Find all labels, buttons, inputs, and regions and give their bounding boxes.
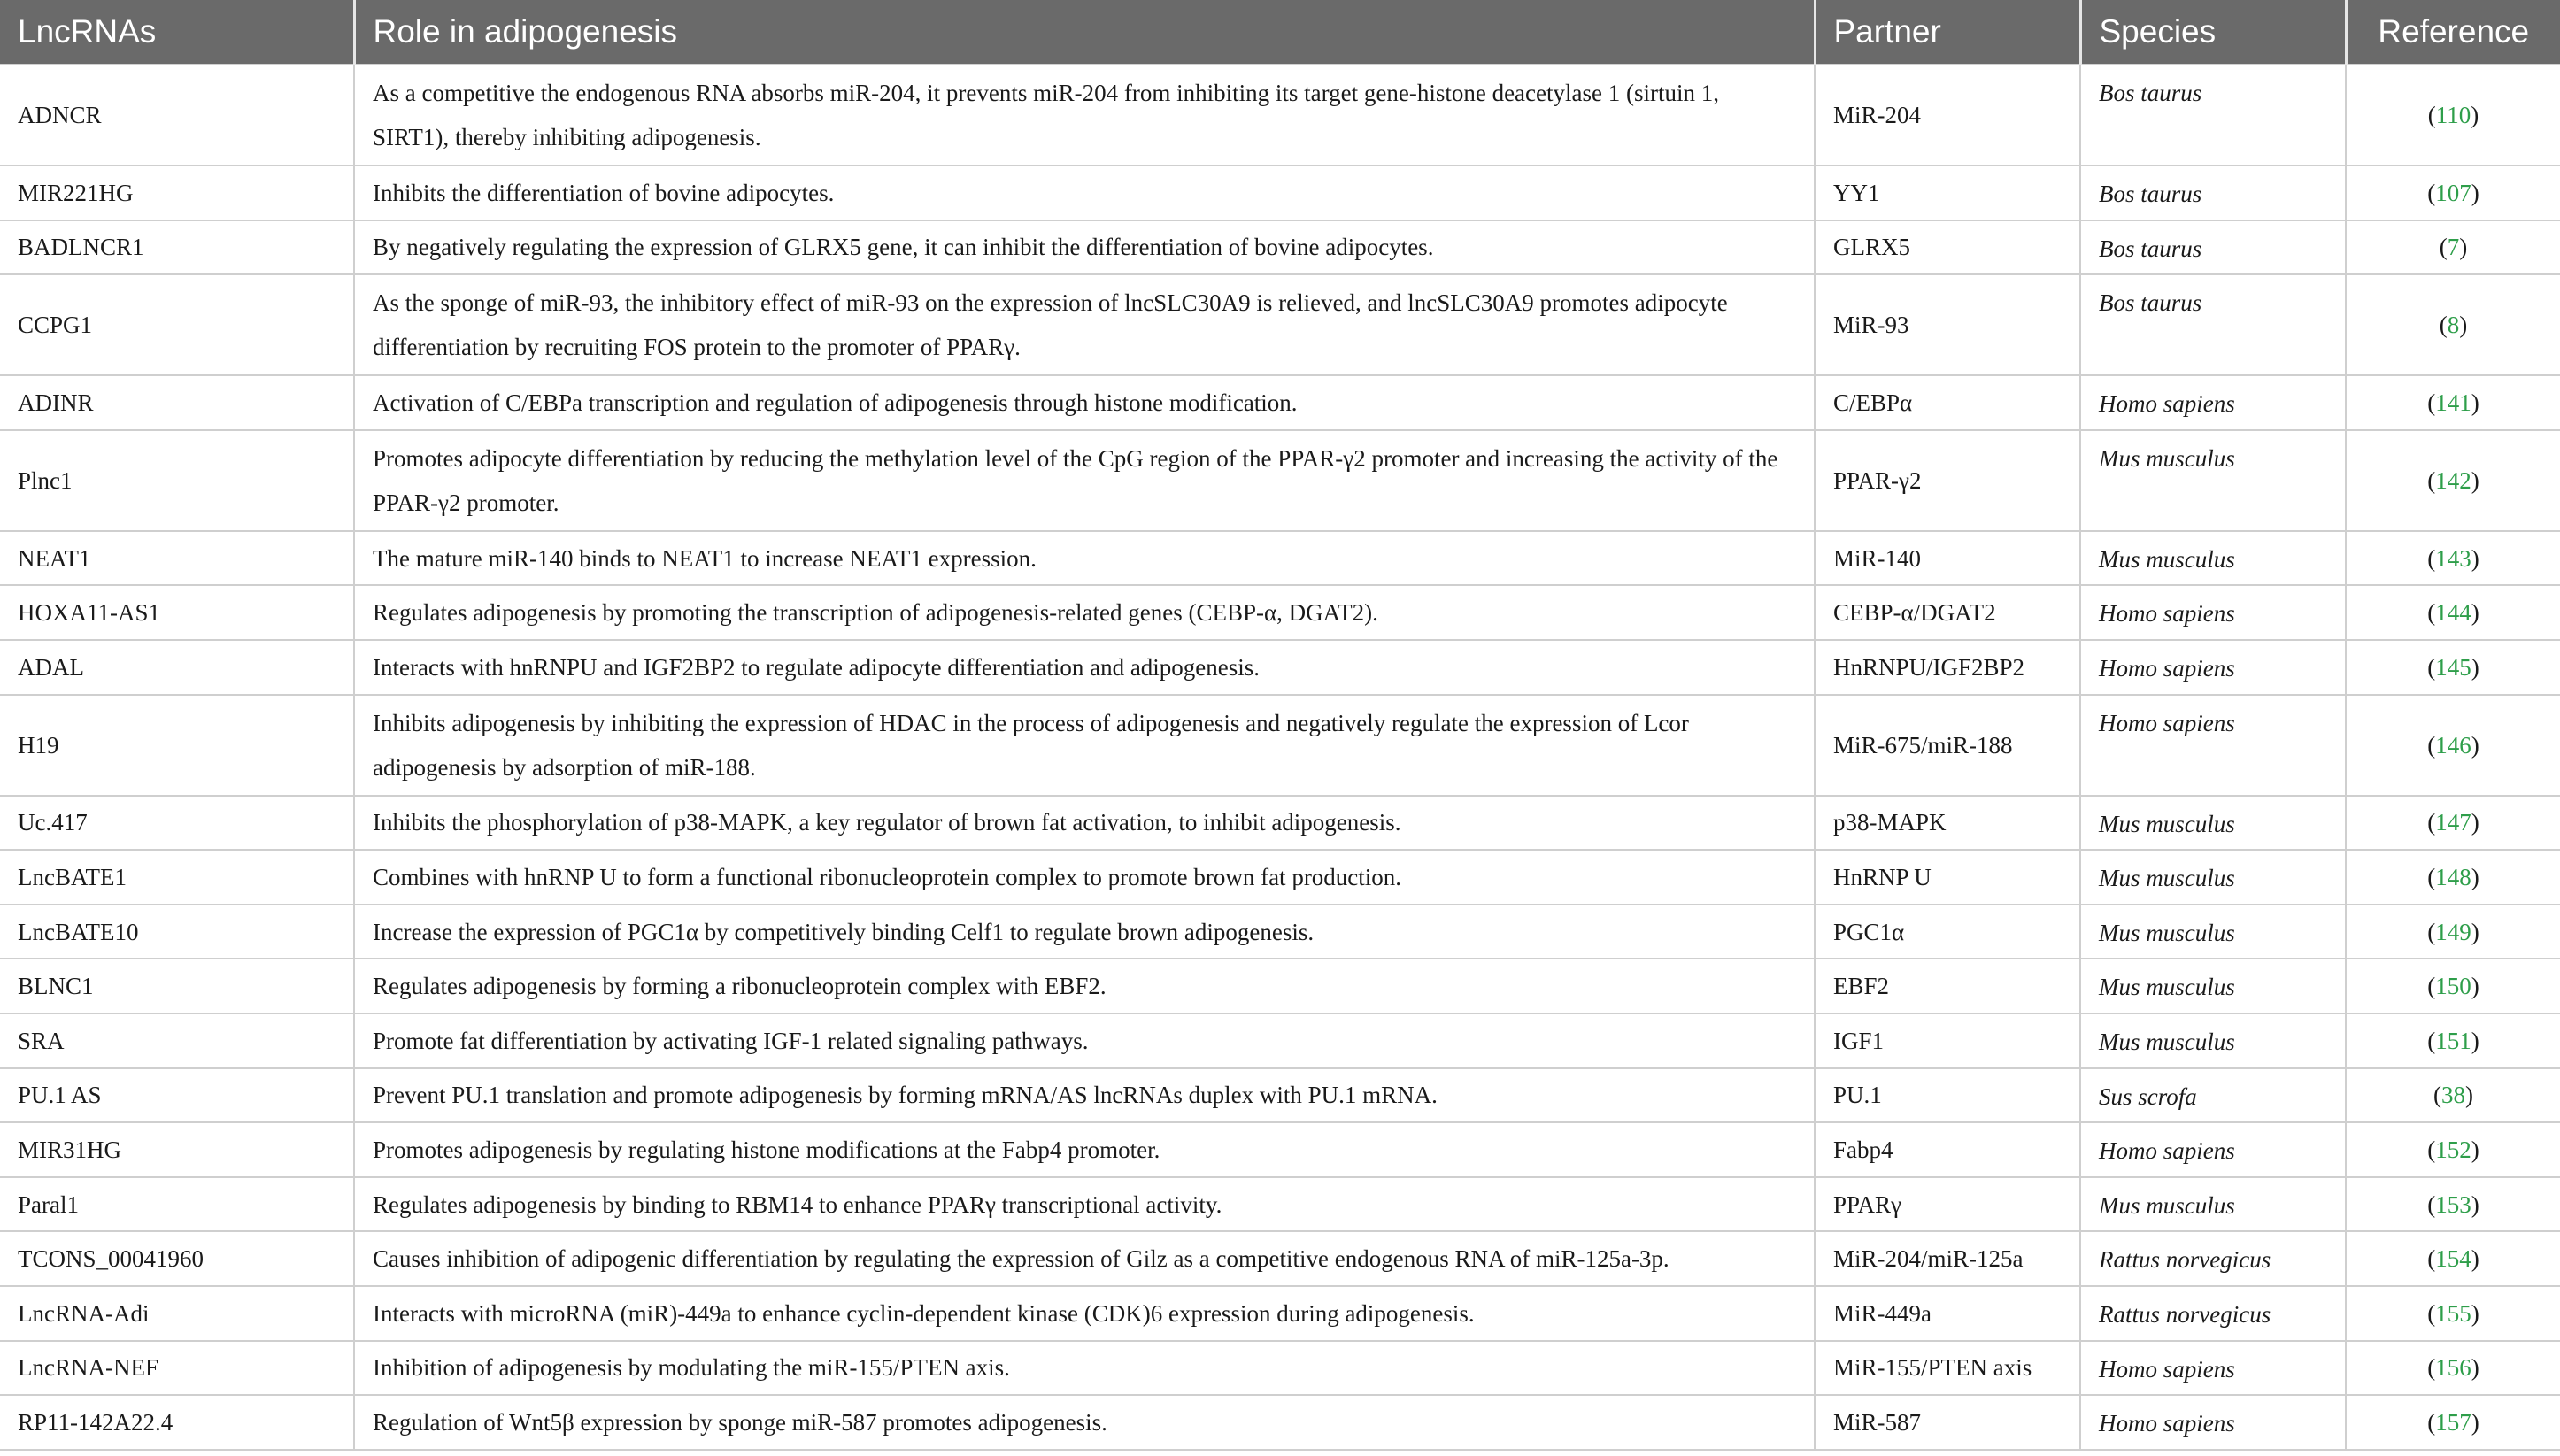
reference-link[interactable]: 145 bbox=[2435, 653, 2471, 681]
cell-role: Inhibits the phosphorylation of p38-MAPK, a key regulator of brown fat activation, to inhibit adipogenesis. bbox=[354, 796, 1815, 851]
cell-role: Promote fat differentiation by activating IGF-1 related signaling pathways. bbox=[354, 1013, 1815, 1068]
reference-link[interactable]: 8 bbox=[2447, 312, 2460, 339]
cell-lncrna: HOXA11-AS1 bbox=[0, 585, 354, 640]
cell-reference: (153) bbox=[2346, 1177, 2560, 1232]
reference-link[interactable]: 143 bbox=[2435, 544, 2471, 572]
cell-lncrna: Paral1 bbox=[0, 1177, 354, 1232]
table-row bbox=[0, 375, 2560, 430]
cell-species: Homo sapiens bbox=[2080, 1395, 2346, 1450]
cell-lncrna: NEAT1 bbox=[0, 531, 354, 586]
cell-species: Mus musculus bbox=[2080, 531, 2346, 586]
cell-lncrna: TCONS_00041960 bbox=[0, 1231, 354, 1286]
cell-role: Causes inhibition of adipogenic differentiation by regulating the expression of Gilz as a competitive endogenous RNA of miR-125a-3p. bbox=[354, 1231, 1815, 1286]
cell-partner: PPAR-γ2 bbox=[1815, 430, 2080, 531]
cell-species: Mus musculus bbox=[2080, 1177, 2346, 1232]
cell-role: Inhibits the differentiation of bovine adipocytes. bbox=[354, 166, 1815, 220]
cell-species: Homo sapiens bbox=[2080, 640, 2346, 695]
cell-partner: HnRNP U bbox=[1815, 850, 2080, 905]
cell-lncrna: PU.1 AS bbox=[0, 1068, 354, 1123]
header-role: Role in adipogenesis bbox=[354, 0, 1815, 65]
cell-partner: p38-MAPK bbox=[1815, 796, 2080, 851]
cell-partner: Fabp4 bbox=[1815, 1122, 2080, 1177]
table-row bbox=[0, 695, 2560, 796]
cell-role: As a competitive the endogenous RNA absorbs miR-204, it prevents miR-204 from inhibiting its target gene-histone deacetylase 1 (sirtuin 1, SIRT1), thereby inhibiting adipogenesis. bbox=[354, 65, 1815, 166]
cell-reference: (7) bbox=[2346, 220, 2560, 275]
reference-link[interactable]: 142 bbox=[2435, 466, 2471, 494]
cell-role: By negatively regulating the expression of GLRX5 gene, it can inhibit the differentiation of bovine adipocytes. bbox=[354, 220, 1815, 275]
cell-partner: YY1 bbox=[1815, 166, 2080, 220]
cell-lncrna: ADINR bbox=[0, 375, 354, 430]
cell-species: Rattus norvegicus bbox=[2080, 1231, 2346, 1286]
cell-reference: (38) bbox=[2346, 1068, 2560, 1123]
cell-species: Bos taurus bbox=[2080, 220, 2346, 275]
reference-link[interactable]: 146 bbox=[2435, 731, 2471, 759]
table-row bbox=[0, 1068, 2560, 1123]
table-row bbox=[0, 1231, 2560, 1286]
cell-lncrna: Uc.417 bbox=[0, 796, 354, 851]
table-row bbox=[0, 1286, 2560, 1341]
cell-lncrna: LncBATE10 bbox=[0, 905, 354, 959]
cell-reference: (156) bbox=[2346, 1341, 2560, 1396]
cell-reference: (143) bbox=[2346, 531, 2560, 586]
table-row bbox=[0, 1122, 2560, 1177]
cell-partner: PU.1 bbox=[1815, 1068, 2080, 1123]
cell-partner: PPARγ bbox=[1815, 1177, 2080, 1232]
reference-link[interactable]: 150 bbox=[2435, 973, 2471, 1000]
cell-reference: (148) bbox=[2346, 850, 2560, 905]
header-row bbox=[0, 0, 2560, 65]
cell-partner: PGC1α bbox=[1815, 905, 2080, 959]
reference-link[interactable]: 107 bbox=[2435, 179, 2471, 206]
table-row bbox=[0, 274, 2560, 375]
cell-partner: MiR-140 bbox=[1815, 531, 2080, 586]
reference-link[interactable]: 156 bbox=[2435, 1354, 2471, 1382]
cell-lncrna: ADAL bbox=[0, 640, 354, 695]
cell-partner: MiR-449a bbox=[1815, 1286, 2080, 1341]
reference-link[interactable]: 144 bbox=[2435, 599, 2471, 627]
cell-species: Homo sapiens bbox=[2080, 1122, 2346, 1177]
cell-role: The mature miR-140 binds to NEAT1 to increase NEAT1 expression. bbox=[354, 531, 1815, 586]
cell-species: Bos taurus bbox=[2080, 274, 2346, 375]
cell-reference: (150) bbox=[2346, 959, 2560, 1013]
reference-link[interactable]: 154 bbox=[2435, 1245, 2471, 1273]
cell-reference: (145) bbox=[2346, 640, 2560, 695]
cell-partner: MiR-204 bbox=[1815, 65, 2080, 166]
cell-species: Mus musculus bbox=[2080, 796, 2346, 851]
table-row bbox=[0, 1341, 2560, 1396]
cell-partner: MiR-675/miR-188 bbox=[1815, 695, 2080, 796]
cell-reference: (154) bbox=[2346, 1231, 2560, 1286]
table-row bbox=[0, 531, 2560, 586]
table-row bbox=[0, 220, 2560, 275]
cell-role: Regulates adipogenesis by forming a ribonucleoprotein complex with EBF2. bbox=[354, 959, 1815, 1013]
reference-link[interactable]: 110 bbox=[2435, 102, 2471, 128]
table-row bbox=[0, 959, 2560, 1013]
cell-lncrna: MIR221HG bbox=[0, 166, 354, 220]
cell-lncrna: RP11-142A22.4 bbox=[0, 1395, 354, 1450]
cell-lncrna: LncBATE1 bbox=[0, 850, 354, 905]
table-row bbox=[0, 1177, 2560, 1232]
reference-link[interactable]: 155 bbox=[2435, 1299, 2471, 1327]
cell-reference: (155) bbox=[2346, 1286, 2560, 1341]
cell-role: Activation of C/EBPa transcription and regulation of adipogenesis through histone modification. bbox=[354, 375, 1815, 430]
cell-species: Sus scrofa bbox=[2080, 1068, 2346, 1123]
header-lncrnas: LncRNAs bbox=[0, 0, 354, 65]
header-partner: Partner bbox=[1815, 0, 2080, 65]
cell-role: Combines with hnRNP U to form a functional ribonucleoprotein complex to promote brown fat production. bbox=[354, 850, 1815, 905]
cell-lncrna: CCPG1 bbox=[0, 274, 354, 375]
cell-species: Homo sapiens bbox=[2080, 375, 2346, 430]
cell-species: Mus musculus bbox=[2080, 905, 2346, 959]
cell-lncrna: H19 bbox=[0, 695, 354, 796]
cell-species: Homo sapiens bbox=[2080, 1341, 2346, 1396]
cell-role: Increase the expression of PGC1α by competitively binding Celf1 to regulate brown adipogenesis. bbox=[354, 905, 1815, 959]
cell-role: Prevent PU.1 translation and promote adipogenesis by forming mRNA/AS lncRNAs duplex with PU.1 mRNA. bbox=[354, 1068, 1815, 1123]
reference-link[interactable]: 151 bbox=[2435, 1027, 2471, 1054]
table-row bbox=[0, 850, 2560, 905]
cell-lncrna: BLNC1 bbox=[0, 959, 354, 1013]
cell-lncrna: BADLNCR1 bbox=[0, 220, 354, 275]
cell-reference: (142) bbox=[2346, 430, 2560, 531]
cell-species: Mus musculus bbox=[2080, 1013, 2346, 1068]
cell-reference: (141) bbox=[2346, 375, 2560, 430]
table-row bbox=[0, 430, 2560, 531]
reference-link[interactable]: 147 bbox=[2435, 809, 2471, 836]
cell-reference: (147) bbox=[2346, 796, 2560, 851]
cell-species: Homo sapiens bbox=[2080, 695, 2346, 796]
header-reference: Reference bbox=[2346, 0, 2560, 65]
table-header bbox=[0, 0, 2560, 65]
cell-reference: (146) bbox=[2346, 695, 2560, 796]
cell-reference: (151) bbox=[2346, 1013, 2560, 1068]
reference-link[interactable]: 7 bbox=[2447, 234, 2460, 261]
cell-partner: EBF2 bbox=[1815, 959, 2080, 1013]
cell-partner: C/EBPα bbox=[1815, 375, 2080, 430]
cell-partner: MiR-204/miR-125a bbox=[1815, 1231, 2080, 1286]
reference-link[interactable]: 38 bbox=[2441, 1082, 2465, 1109]
cell-role: Promotes adipocyte differentiation by reducing the methylation level of the CpG region of the PPAR-γ2 promoter and increasing the activity of the PPAR-γ2 promoter. bbox=[354, 430, 1815, 531]
cell-lncrna: LncRNA-Adi bbox=[0, 1286, 354, 1341]
cell-partner: MiR-587 bbox=[1815, 1395, 2080, 1450]
cell-role: Inhibition of adipogenesis by modulating the miR-155/PTEN axis. bbox=[354, 1341, 1815, 1396]
cell-partner: CEBP-α/DGAT2 bbox=[1815, 585, 2080, 640]
cell-role: Regulates adipogenesis by binding to RBM14 to enhance PPARγ transcriptional activity. bbox=[354, 1177, 1815, 1232]
cell-species: Bos taurus bbox=[2080, 65, 2346, 166]
table-row bbox=[0, 65, 2560, 166]
cell-lncrna: SRA bbox=[0, 1013, 354, 1068]
cell-lncrna: ADNCR bbox=[0, 65, 354, 166]
cell-reference: (152) bbox=[2346, 1122, 2560, 1177]
reference-link[interactable]: 152 bbox=[2435, 1136, 2471, 1163]
reference-link[interactable]: 153 bbox=[2435, 1190, 2471, 1218]
cell-reference: (149) bbox=[2346, 905, 2560, 959]
table-body bbox=[0, 65, 2560, 1450]
cell-species: Mus musculus bbox=[2080, 959, 2346, 1013]
table-row bbox=[0, 905, 2560, 959]
cell-species: Rattus norvegicus bbox=[2080, 1286, 2346, 1341]
cell-reference: (110) bbox=[2346, 65, 2560, 166]
cell-reference: (107) bbox=[2346, 166, 2560, 220]
cell-species: Bos taurus bbox=[2080, 166, 2346, 220]
table-row bbox=[0, 640, 2560, 695]
reference-link[interactable]: 148 bbox=[2435, 863, 2471, 890]
table-row bbox=[0, 585, 2560, 640]
cell-lncrna: LncRNA-NEF bbox=[0, 1341, 354, 1396]
cell-role: Interacts with microRNA (miR)-449a to enhance cyclin-dependent kinase (CDK)6 expression during adipogenesis. bbox=[354, 1286, 1815, 1341]
cell-partner: HnRNPU/IGF2BP2 bbox=[1815, 640, 2080, 695]
cell-role: Regulation of Wnt5β expression by sponge miR-587 promotes adipogenesis. bbox=[354, 1395, 1815, 1450]
table-row bbox=[0, 1013, 2560, 1068]
cell-species: Homo sapiens bbox=[2080, 585, 2346, 640]
reference-link[interactable]: 157 bbox=[2435, 1408, 2471, 1436]
table-row bbox=[0, 1395, 2560, 1450]
cell-role: As the sponge of miR-93, the inhibitory effect of miR-93 on the expression of lncSLC30A9 is relieved, and lncSLC30A9 promotes adipocyte differentiation by recruiting FOS protein to the promoter of PPARγ. bbox=[354, 274, 1815, 375]
reference-link[interactable]: 149 bbox=[2435, 918, 2471, 945]
cell-reference: (157) bbox=[2346, 1395, 2560, 1450]
cell-lncrna: Plnc1 bbox=[0, 430, 354, 531]
cell-reference: (8) bbox=[2346, 274, 2560, 375]
header-species: Species bbox=[2080, 0, 2346, 65]
cell-role: Inhibits adipogenesis by inhibiting the expression of HDAC in the process of adipogenesis and negatively regulate the expression of Lcor adipogenesis by adsorption of miR-188. bbox=[354, 695, 1815, 796]
table-row bbox=[0, 166, 2560, 220]
cell-reference: (144) bbox=[2346, 585, 2560, 640]
cell-species: Mus musculus bbox=[2080, 430, 2346, 531]
cell-species: Mus musculus bbox=[2080, 850, 2346, 905]
cell-role: Promotes adipogenesis by regulating histone modifications at the Fabp4 promoter. bbox=[354, 1122, 1815, 1177]
cell-partner: MiR-93 bbox=[1815, 274, 2080, 375]
cell-role: Interacts with hnRNPU and IGF2BP2 to regulate adipocyte differentiation and adipogenesis. bbox=[354, 640, 1815, 695]
cell-lncrna: MIR31HG bbox=[0, 1122, 354, 1177]
table-row bbox=[0, 796, 2560, 851]
cell-partner: IGF1 bbox=[1815, 1013, 2080, 1068]
cell-partner: GLRX5 bbox=[1815, 220, 2080, 275]
cell-partner: MiR-155/PTEN axis bbox=[1815, 1341, 2080, 1396]
reference-link[interactable]: 141 bbox=[2435, 389, 2471, 416]
cell-role: Regulates adipogenesis by promoting the transcription of adipogenesis-related genes (CEBP-α, DGAT2). bbox=[354, 585, 1815, 640]
